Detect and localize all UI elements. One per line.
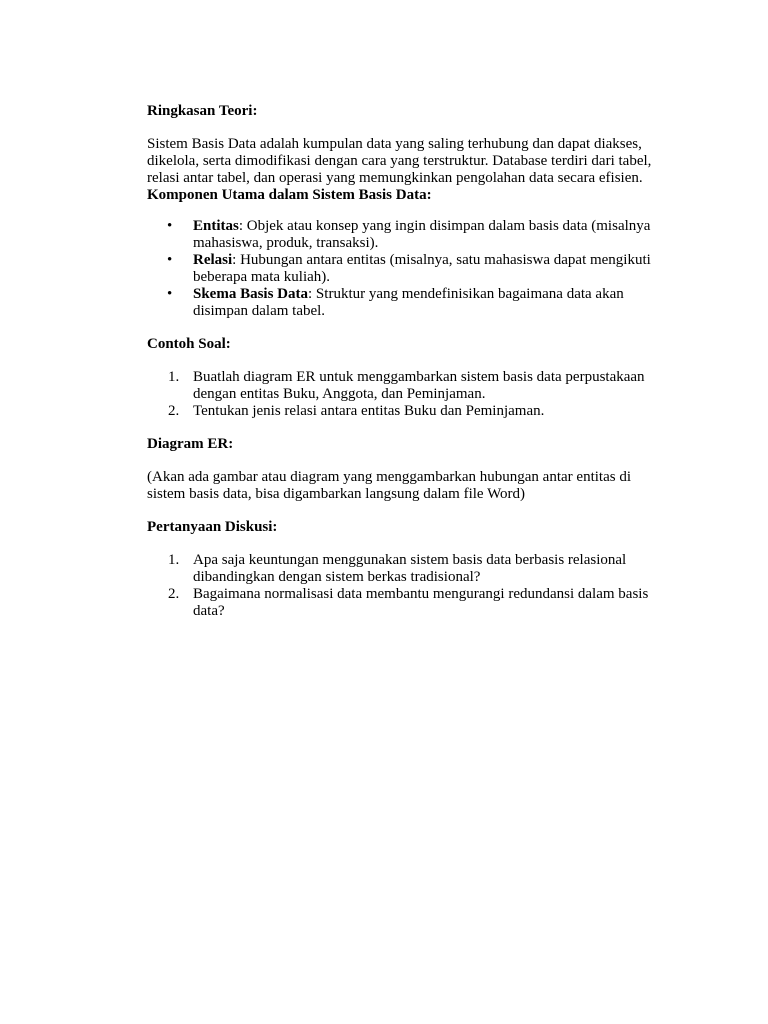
list-item-desc: : Objek atau konsep yang ingin disimpan dalam basis data (misalnya mahasiswa, produk, transaksi).: [193, 218, 651, 251]
bullet-icon: •: [167, 218, 173, 234]
list-item-term: Relasi: [193, 252, 233, 268]
list-item-text: Apa saja keuntungan menggunakan sistem basis data berbasis relasional dibandingkan dengan sistem berkas tradisional?: [193, 552, 627, 585]
section-heading-komponen: Komponen Utama dalam Sistem Basis Data:: [147, 187, 432, 203]
list-item-number: 1.: [168, 369, 180, 385]
list-item: [147, 252, 667, 286]
bullet-icon: •: [167, 286, 173, 302]
list-item-number: 2.: [168, 403, 180, 419]
diagram-paragraph: (Akan ada gambar atau diagram yang menggambarkan hubungan antar entitas di sistem basis data, bisa digambarkan langsung dalam file Word): [147, 469, 631, 502]
list-item-term: Skema Basis Data: [193, 286, 309, 302]
section-heading-ringkasan: Ringkasan Teori:: [147, 103, 258, 119]
list-item: [147, 369, 667, 403]
list-item-desc: : Struktur yang mendefinisikan bagaimana data akan disimpan dalam tabel.: [193, 286, 624, 319]
list-item-number: 2.: [168, 586, 180, 602]
contoh-list: [147, 369, 667, 420]
list-item-term: Entitas: [193, 218, 239, 234]
section-heading-diagram: Diagram ER:: [147, 436, 234, 452]
list-item: [147, 286, 667, 320]
list-item-text: Bagaimana normalisasi data membantu mengurangi redundansi dalam basis data?: [193, 586, 649, 619]
bullet-icon: •: [167, 252, 173, 268]
list-item: [147, 218, 667, 252]
list-item-text: Tentukan jenis relasi antara entitas Buku dan Peminjaman.: [193, 403, 545, 419]
section-heading-contoh: Contoh Soal:: [147, 336, 231, 352]
list-item: [147, 403, 667, 420]
list-item: [147, 586, 667, 620]
document-page: [147, 103, 667, 636]
list-item-desc: : Hubungan antara entitas (misalnya, satu mahasiswa dapat mengikuti beberapa mata kuliah).: [193, 252, 651, 285]
ringkasan-paragraph: Sistem Basis Data adalah kumpulan data yang saling terhubung dan dapat diakses, dikelola, serta dimodifikasi dengan cara yang terstruktur. Database terdiri dari tabel, relasi antar tabel, dan operasi yang memungkinkan pengolahan data secara efisien.: [147, 136, 652, 186]
section-heading-diskusi: Pertanyaan Diskusi:: [147, 519, 278, 535]
list-item-number: 1.: [168, 552, 180, 568]
list-item-text: Buatlah diagram ER untuk menggambarkan sistem basis data perpustakaan dengan entitas Buku, Anggota, dan Peminjaman.: [193, 369, 645, 402]
list-item: [147, 552, 667, 586]
komponen-list: [147, 218, 667, 320]
diskusi-list: [147, 552, 667, 620]
